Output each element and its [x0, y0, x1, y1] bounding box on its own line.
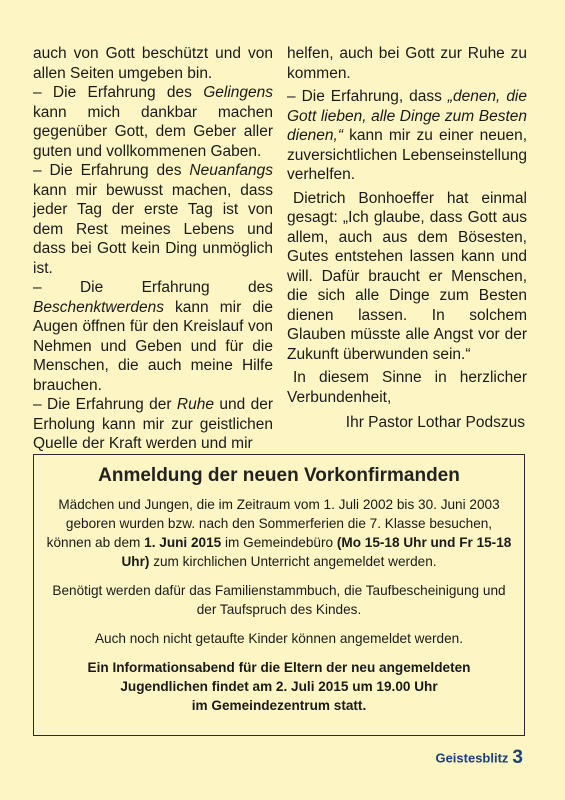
article-column-left [33, 44, 273, 454]
text-span: – Die Erfahrung der [33, 396, 177, 413]
text-line: Ein Informationsabend für die Eltern der neu angemeldeten [87, 660, 471, 675]
text-line: Jugendlichen findet am 2. Juli 2015 um 19.00 Uhr [120, 679, 438, 694]
text-span: kann mir bewusst machen, dass jeder Tag der erste Tag ist von dem Rest meines Lebens und dass bei Gott kein Ding unmöglich ist. [33, 181, 273, 277]
text-span: kann mir die Augen öffnen für den Kreislauf von Nehmen und Geben und für die Menschen, die auch meine Hilfe brauchen. [33, 298, 273, 394]
announcement-box [33, 454, 525, 736]
article-paragraph: helfen, auch bei Gott zur Ruhe zu kommen. [287, 45, 527, 82]
text-span: – Die Erfahrung des [33, 279, 273, 296]
text-span: – Die Erfahrung des [33, 162, 190, 179]
article-column-right [287, 44, 527, 433]
announcement-paragraph: Auch noch nicht getaufte Kinder können angemeldet werden. [94, 631, 464, 646]
office-hours: (Mo 15-18 Uhr und Fr 15-18 Uhr) [121, 535, 512, 569]
closing-greeting: In diesem Sinne in herzlicher Verbundenheit, [287, 369, 527, 406]
signature: Ihr Pastor Lothar Podszus [345, 414, 525, 431]
page-footer [435, 747, 523, 769]
text-span: zum kirchlichen Unterricht angemeldet werden. [149, 554, 437, 569]
text-line: im Gemeindezentrum statt. [191, 698, 367, 713]
article-paragraph [33, 161, 273, 278]
text-span: – Die Erfahrung des [33, 84, 204, 101]
bonhoeffer-quote: Dietrich Bonhoeffer hat einmal gesagt: „Ich glaube, dass Gott aus allem, auch aus dem Bösesten, Gutes entstehen lassen kann und will. Dafür braucht er Menschen, die sich alle Dinge zum Besten dienen lassen. In solchem Glauben müsste alle Angst vor der Zukunft überwunden sein.“ [287, 189, 527, 363]
page-number: 3 [512, 747, 523, 768]
info-evening-notice [44, 658, 514, 715]
text-span: im Gemeindebüro [221, 535, 337, 550]
article-paragraph [33, 83, 273, 161]
emphasis: Ruhe [176, 396, 214, 413]
emphasis: Gelingens [203, 84, 273, 101]
announcement-title: Anmeldung der neuen Vorkonfirmanden [98, 465, 460, 486]
article-paragraph [287, 87, 527, 185]
emphasis: Beschenktwerdens [33, 298, 164, 316]
article-paragraph [33, 395, 273, 454]
emphasis: Neuanfangs [189, 162, 273, 179]
text-span: – Die Erfahrung, dass [287, 88, 448, 105]
text-span: Mädchen und Jungen, die im Zeitraum vom 1. Juli 2002 bis 30. Juni 2003 geboren wurden bzw. nach den Sommerferien die 7. Klasse besuchen, können ab dem [46, 497, 500, 550]
announcement-paragraph: Benötigt werden dafür das Familienstammbuch, die Taufbescheinigung und der Taufspruch des Kindes. [52, 583, 506, 617]
text-span: und der Erholung kann mir zur geistlichen Quelle der Kraft werden und mir [33, 396, 273, 452]
text-span: kann mir zu einer neuen, zuversichtlichen Lebenseinstellung verhelfen. [287, 127, 527, 183]
emphasis: „denen, die Gott lieben, alle Dinge zum Besten dienen,“ [287, 88, 527, 144]
article-paragraph: auch von Gott beschützt und von allen Seiten umgeben bin. [33, 45, 273, 82]
date-highlight: 1. Juni 2015 [144, 535, 222, 550]
announcement-paragraph [44, 495, 514, 571]
article-paragraph [33, 278, 273, 395]
text-span: kann mich dankbar machen gegenüber Gott, dem Geber aller guten und vollkommenen Gaben. [33, 103, 273, 160]
publication-name: Geistesblitz [435, 750, 509, 766]
